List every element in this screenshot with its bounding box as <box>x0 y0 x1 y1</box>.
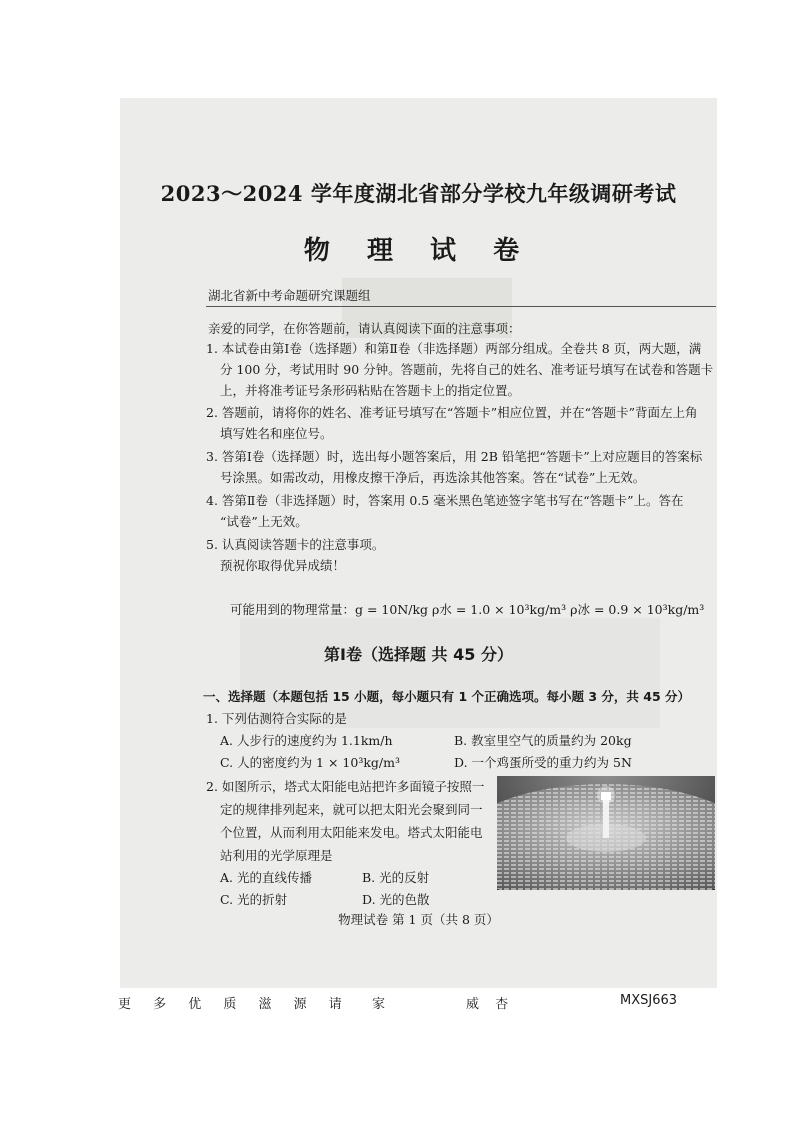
question-1-option-b: B. 教室里空气的质量约为 20kg <box>454 733 632 748</box>
bottom-code: MXSJ663 <box>620 993 678 1008</box>
organizer-line: 湖北省新中考命题研究课题组 <box>208 288 371 303</box>
question-2-option-b: B. 光的反射 <box>362 870 430 885</box>
note-line: 1. 本试卷由第Ⅰ卷（选择题）和第Ⅱ卷（非选择题）两部分组成。全卷共 8 页，两大题，满 <box>206 341 702 356</box>
solar-power-station-photo <box>497 776 715 890</box>
note-line: 5. 认真阅读答题卡的注意事项。 <box>206 537 385 552</box>
part-header: 一、选择题（本题包括 15 小题，每小题只有 1 个正确选项。每小题 3 分，共 45 分） <box>203 689 691 704</box>
note-line: 上，并将准考证号条形码粘贴在答题卡上的指定位置。 <box>220 383 521 398</box>
divider <box>206 306 716 307</box>
question-2-option-d: D. 光的色散 <box>362 892 430 907</box>
note-line: “试卷”上无效。 <box>220 514 308 529</box>
note-line: 分 100 分，考试用时 90 分钟。答题前，先将自己的姓名、准考证号填写在试卷和答题卡 <box>220 362 714 377</box>
scanned-exam-page <box>120 98 717 988</box>
note-line: 填写姓名和座位号。 <box>220 426 333 441</box>
note-line: 2. 答题前，请将你的姓名、准考证号填写在“答题卡”相应位置，并在“答题卡”背面左上角 <box>206 405 698 420</box>
question-2-line: 2. 如图所示，塔式太阳能电站把许多面镜子按照一 <box>206 779 485 794</box>
question-2-option-a: A. 光的直线传播 <box>220 870 312 885</box>
note-line: 预祝你取得优异成绩！ <box>220 558 346 573</box>
question-1-option-c: C. 人的密度约为 1 × 10³kg/m³ <box>220 755 400 770</box>
physics-constants: 可能用到的物理常量：g = 10N/kg ρ水 = 1.0 × 10³kg/m³ ρ冰 = 0.9 × 10³kg/m³ <box>230 602 705 617</box>
question-1-option-a: A. 人步行的速度约为 1.1km/h <box>220 733 393 748</box>
notes-intro: 亲爱的同学，在你答题前，请认真阅读下面的注意事项： <box>208 321 521 336</box>
question-1-stem: 1. 下列估测符合实际的是 <box>206 711 347 726</box>
bottom-watermark-mid2: 威 杏 <box>466 997 515 1012</box>
note-line: 3. 答第Ⅰ卷（选择题）时，选出每小题答案后，用 2B 铅笔把“答题卡”上对应题目的答案标 <box>206 449 703 464</box>
question-2-line: 个位置，从而利用太阳能来发电。塔式太阳能电 <box>220 825 483 840</box>
note-line: 号涂黑。如需改动，用橡皮擦干净后，再选涂其他答案。答在“试卷”上无效。 <box>220 470 646 485</box>
note-line: 4. 答第Ⅱ卷（非选择题）时，答案用 0.5 毫米黑色笔迹签字笔书写在“答题卡”上。答在 <box>206 493 684 508</box>
question-2-line: 定的规律排列起来，就可以把太阳光会聚到同一 <box>220 802 483 817</box>
question-2-line: 站利用的光学原理是 <box>220 848 333 863</box>
question-2-option-c: C. 光的折射 <box>220 892 288 907</box>
bottom-watermark-left: 更 多 优 质 滋 源 请 <box>118 997 351 1012</box>
section-title: 第Ⅰ卷（选择题 共 45 分） <box>324 645 513 664</box>
subject-title: 物 理 试 卷 <box>303 236 534 266</box>
bottom-watermark-mid1: 家 <box>372 997 386 1012</box>
exam-title: 2023～2024 学年度湖北省部分学校九年级调研考试 <box>160 181 677 206</box>
page-footer: 物理试卷 第 1 页（共 8 页） <box>338 912 499 927</box>
question-1-option-d: D. 一个鸡蛋所受的重力约为 5N <box>454 755 632 770</box>
